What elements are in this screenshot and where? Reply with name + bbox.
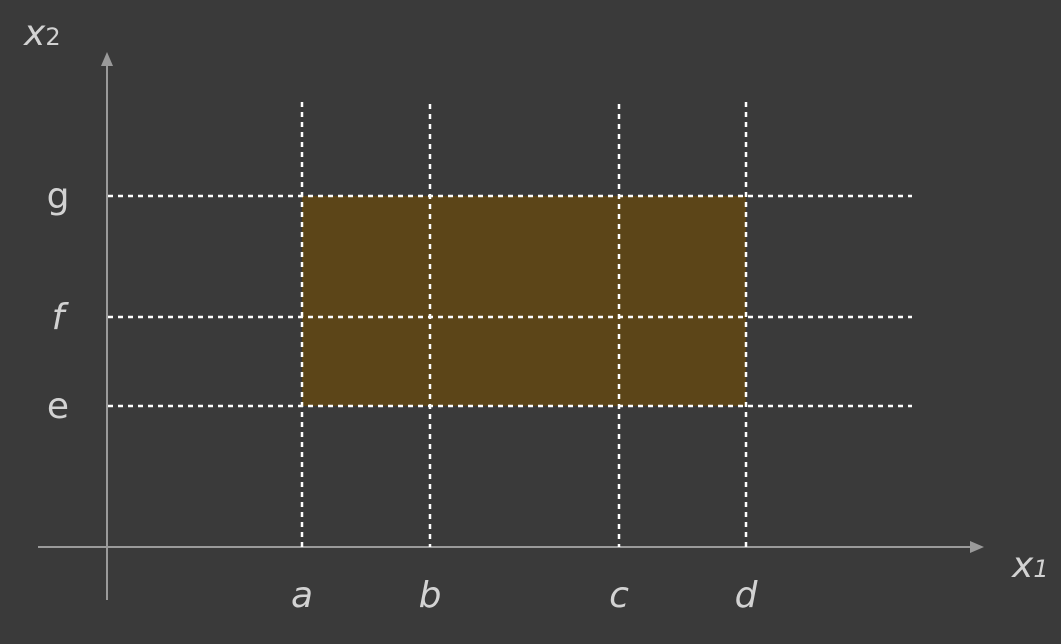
- x2-axis-arrowhead: [101, 52, 113, 66]
- x1-tick-labels: [291, 575, 759, 616]
- shaded-region: [302, 196, 746, 406]
- x2-tick-label-g: g: [46, 176, 70, 217]
- x2-tick-label-f: f: [51, 297, 65, 338]
- x2-tick-label-e: e: [46, 386, 70, 427]
- x1-tick-label-a: a: [290, 575, 314, 616]
- x2-axis-label: x2: [24, 13, 61, 54]
- x1-tick-label-c: c: [609, 575, 629, 616]
- x1-axis-arrowhead: [970, 541, 984, 553]
- x1-axis-label: x1: [1012, 545, 1049, 586]
- x1-tick-label-d: d: [734, 575, 758, 616]
- x1-tick-label-b: b: [418, 575, 442, 616]
- x2-tick-labels: [47, 176, 70, 427]
